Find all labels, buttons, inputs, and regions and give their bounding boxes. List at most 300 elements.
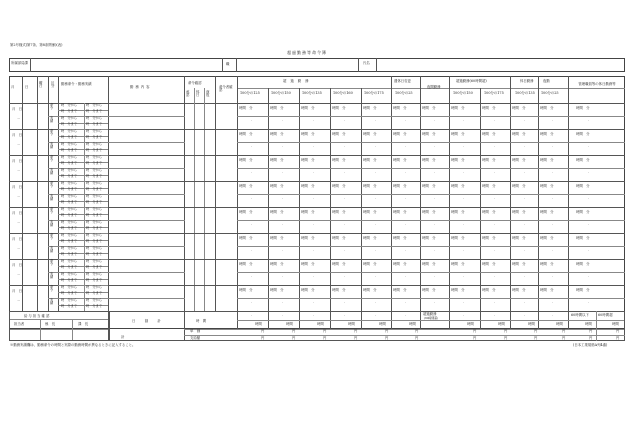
dot-cell: . bbox=[552, 196, 554, 200]
dot-cell: . bbox=[588, 300, 590, 304]
time-range: 時 分まで bbox=[86, 199, 102, 204]
time-range: 時 分まで bbox=[86, 225, 102, 230]
paper-size: (日本工業規格A列4番) bbox=[573, 343, 608, 347]
footer-dot: . bbox=[405, 313, 407, 317]
dash-cell: － bbox=[17, 117, 21, 121]
dash-cell: － bbox=[17, 169, 21, 173]
col-holiday: 休日 bbox=[196, 90, 200, 98]
time-range: 時 分から bbox=[86, 167, 102, 172]
hm-cell: 時間 分 bbox=[332, 210, 346, 214]
time-range: 時 分から bbox=[61, 141, 77, 146]
footer-dot: . bbox=[344, 313, 346, 317]
col-rate-135b: 100分の135 bbox=[515, 91, 535, 95]
time-range: 時 分から bbox=[61, 259, 77, 263]
time-range: 時 分まで bbox=[86, 213, 102, 218]
hm-cell: 時間 分 bbox=[393, 262, 407, 266]
order-label: 命令 bbox=[50, 233, 54, 241]
row-mid-divider bbox=[237, 116, 625, 117]
time-range: 時 分から bbox=[61, 181, 77, 185]
footer-hours: 時間 bbox=[612, 322, 619, 326]
hm-cell: 時間 分 bbox=[451, 210, 465, 214]
hm-cell: 時間 分 bbox=[512, 262, 526, 266]
time-range: 時 分から bbox=[86, 193, 102, 198]
hm-cell: 時間 分 bbox=[301, 106, 315, 110]
col-night-allowance: 夜勤 bbox=[543, 79, 550, 83]
hm-cell: 時間 分 bbox=[270, 288, 284, 292]
footer-dot: . bbox=[375, 313, 377, 317]
footer-yen: 円 bbox=[562, 329, 566, 333]
dot-cell: . bbox=[282, 248, 284, 252]
time-range: 時 分まで bbox=[61, 121, 77, 126]
time-range: 時 分まで bbox=[86, 121, 102, 126]
hm-cell: 時間 分 bbox=[239, 288, 253, 292]
month-day-cell: 月 日 bbox=[12, 211, 23, 215]
sum-label: 計 bbox=[121, 335, 125, 339]
hours-label: 時 間 bbox=[196, 319, 207, 323]
footer-yen: 円 bbox=[292, 329, 296, 333]
footer-yen: 円 bbox=[415, 336, 419, 340]
month-day-cell: 月 日 bbox=[12, 289, 23, 293]
dash-cell: － bbox=[17, 143, 21, 147]
hm-cell: 時間 分 bbox=[239, 158, 253, 162]
hm-cell: 時間 分 bbox=[576, 262, 590, 266]
hm-cell: 時間 分 bbox=[422, 106, 436, 110]
hm-cell: 時間 分 bbox=[332, 288, 346, 292]
dot-cell: . bbox=[552, 144, 554, 148]
dot-cell: . bbox=[344, 118, 346, 122]
form-id: 第2号様式(第7条、第8条関係)(表) bbox=[10, 43, 63, 47]
actual-label: 実績 bbox=[50, 298, 54, 306]
dot-cell: . bbox=[375, 144, 377, 148]
footer-yen: 円 bbox=[354, 329, 358, 333]
row-mid-divider bbox=[237, 246, 625, 247]
dot-cell: . bbox=[313, 248, 315, 252]
col-month: 月 bbox=[11, 85, 15, 89]
dot-cell: . bbox=[344, 196, 346, 200]
dot-cell: . bbox=[434, 170, 436, 174]
dot-cell: . bbox=[282, 144, 284, 148]
hm-cell: 時間 分 bbox=[482, 236, 496, 240]
hm-cell: 時間 分 bbox=[332, 262, 346, 266]
dot-cell: . bbox=[344, 222, 346, 226]
col-rate-25b: 100分の25 bbox=[541, 91, 559, 95]
footer-hours: 時間 bbox=[556, 322, 563, 326]
hm-cell: 時間 分 bbox=[422, 262, 436, 266]
order-label: 命令 bbox=[50, 129, 54, 137]
dot-cell: . bbox=[463, 222, 465, 226]
footer-dot: . bbox=[463, 313, 465, 317]
dot-cell: . bbox=[313, 170, 315, 174]
section-chief-label: 課 長 bbox=[78, 322, 89, 326]
hm-cell: 時間 分 bbox=[512, 106, 526, 110]
dot-cell: . bbox=[344, 300, 346, 304]
time-range: 時 分から bbox=[61, 245, 77, 250]
hm-cell: 時間 分 bbox=[451, 184, 465, 188]
month-day-cell: 月 日 bbox=[12, 237, 23, 241]
time-range: 時 分から bbox=[86, 259, 102, 263]
time-range: 時 分まで bbox=[61, 225, 77, 230]
hm-cell: 時間 分 bbox=[270, 132, 284, 136]
dot-cell: . bbox=[405, 118, 407, 122]
footer-yen: 円 bbox=[385, 336, 389, 340]
dash-cell: － bbox=[17, 299, 21, 303]
hm-cell: 時間 分 bbox=[451, 132, 465, 136]
dash-cell: － bbox=[17, 273, 21, 277]
hm-cell: 時間 分 bbox=[540, 132, 554, 136]
hm-cell: 時間 分 bbox=[301, 184, 315, 188]
time-range: 時 分から bbox=[61, 167, 77, 172]
time-range: 時 分まで bbox=[86, 303, 102, 308]
footer-hours: 時間 bbox=[255, 322, 262, 326]
dot-cell: . bbox=[313, 118, 315, 122]
payroll-confirm-label: 給与担当確認 bbox=[24, 314, 51, 318]
dot-cell: . bbox=[282, 118, 284, 122]
hm-cell: 時間 分 bbox=[363, 288, 377, 292]
time-range: 時 分まで bbox=[61, 135, 77, 140]
hm-cell: 時間 分 bbox=[301, 132, 315, 136]
dot-cell: . bbox=[524, 274, 526, 278]
col-weekday: 曜日 bbox=[39, 81, 43, 89]
time-range: 時 分まで bbox=[86, 135, 102, 140]
hm-cell: 時間 分 bbox=[239, 132, 253, 136]
hm-cell: 時間 分 bbox=[451, 158, 465, 162]
col-approval: 承認 bbox=[186, 90, 190, 98]
footer-yen: 円 bbox=[261, 329, 265, 333]
dot-cell: . bbox=[524, 300, 526, 304]
dot-cell: . bbox=[313, 196, 315, 200]
dot-cell: . bbox=[552, 300, 554, 304]
order-label: 命令 bbox=[50, 285, 54, 293]
time-range: 時 分から bbox=[61, 103, 77, 107]
time-range: 時 分まで bbox=[86, 161, 102, 166]
hm-cell: 時間 分 bbox=[270, 106, 284, 110]
hm-cell: 時間 分 bbox=[540, 106, 554, 110]
dot-cell: . bbox=[463, 196, 465, 200]
hm-cell: 時間 分 bbox=[363, 236, 377, 240]
row-mid-divider bbox=[237, 194, 625, 195]
time-range: 時 分から bbox=[86, 219, 102, 224]
hm-cell: 時間 分 bbox=[332, 106, 346, 110]
dot-cell: . bbox=[434, 144, 436, 148]
dot-cell: . bbox=[375, 300, 377, 304]
dot-cell: . bbox=[282, 196, 284, 200]
position-label: 職 bbox=[226, 62, 230, 66]
dot-cell: . bbox=[463, 248, 465, 252]
hm-cell: 時間 分 bbox=[422, 158, 436, 162]
footer-dot: . bbox=[282, 313, 284, 317]
hm-cell: 時間 分 bbox=[540, 236, 554, 240]
hm-cell: 時間 分 bbox=[239, 236, 253, 240]
hm-cell: 時間 分 bbox=[393, 158, 407, 162]
dot-cell: . bbox=[434, 248, 436, 252]
footer-yen: 円 bbox=[504, 336, 508, 340]
name-label: 氏名 bbox=[363, 61, 370, 65]
ot-note-top: 超過勤務 bbox=[423, 312, 437, 316]
footer-dot: . bbox=[524, 313, 526, 317]
time-range: 時 分まで bbox=[86, 251, 102, 256]
time-range: 時 分まで bbox=[61, 265, 77, 270]
col-rate-150: 100分の150 bbox=[271, 91, 291, 95]
hm-cell: 時間 分 bbox=[301, 210, 315, 214]
dot-cell: . bbox=[524, 222, 526, 226]
actual-label: 実績 bbox=[50, 168, 54, 176]
dot-cell: . bbox=[524, 144, 526, 148]
hm-cell: 時間 分 bbox=[270, 236, 284, 240]
hm-cell: 時間 分 bbox=[540, 262, 554, 266]
footer-dot: . bbox=[494, 313, 496, 317]
footer-hours: 時間 bbox=[317, 322, 324, 326]
dot-cell: . bbox=[463, 274, 465, 278]
footer-yen: 円 bbox=[473, 336, 477, 340]
footer-yen: 円 bbox=[504, 329, 508, 333]
hm-cell: 時間 分 bbox=[270, 210, 284, 214]
hm-cell: 時間 分 bbox=[363, 210, 377, 214]
actual-label: 実績 bbox=[50, 220, 54, 228]
row-mid-divider bbox=[237, 220, 625, 221]
time-range: 時 分から bbox=[61, 129, 77, 133]
hm-cell: 時間 分 bbox=[393, 132, 407, 136]
hm-cell: 時間 分 bbox=[270, 262, 284, 266]
dash-cell: － bbox=[17, 247, 21, 251]
dot-cell: . bbox=[405, 300, 407, 304]
hm-cell: 時間 分 bbox=[540, 158, 554, 162]
dot-cell: . bbox=[405, 274, 407, 278]
hm-cell: 時間 分 bbox=[301, 262, 315, 266]
footer-yen: 円 bbox=[415, 329, 419, 333]
row-mid-divider bbox=[237, 168, 625, 169]
order-label: 命令 bbox=[50, 155, 54, 163]
col-manager-check: 管理職員等の休日勤務等 bbox=[578, 82, 616, 86]
hm-cell: 時間 分 bbox=[451, 262, 465, 266]
hm-cell: 時間 分 bbox=[451, 236, 465, 240]
time-range: 時 分まで bbox=[61, 251, 77, 256]
hm-cell: 時間 分 bbox=[576, 106, 590, 110]
dot-cell: . bbox=[344, 274, 346, 278]
form-title: 超過勤務等命令簿 bbox=[287, 50, 327, 55]
footer-yen: 円 bbox=[292, 336, 296, 340]
month-day-cell: 月 日 bbox=[12, 133, 23, 137]
chief-label: 係 長 bbox=[45, 322, 56, 326]
dot-cell: . bbox=[494, 222, 496, 226]
dot-cell: . bbox=[313, 222, 315, 226]
time-range: 時 分まで bbox=[61, 161, 77, 166]
month-day-cell: 月 日 bbox=[12, 159, 23, 163]
dot-cell: . bbox=[282, 274, 284, 278]
month-day-cell: 月 日 bbox=[12, 263, 23, 267]
dot-cell: . bbox=[552, 274, 554, 278]
dot-cell: . bbox=[251, 274, 253, 278]
time-range: 時 分まで bbox=[61, 173, 77, 178]
hm-cell: 時間 分 bbox=[301, 158, 315, 162]
dot-cell: . bbox=[463, 118, 465, 122]
col-rate-135: 100分の135 bbox=[302, 91, 322, 95]
dot-cell: . bbox=[434, 196, 436, 200]
col-work-content: 勤務内容 bbox=[130, 85, 152, 89]
dot-cell: . bbox=[251, 118, 253, 122]
hm-cell: 時間 分 bbox=[482, 288, 496, 292]
col-rate-25: 100分の25 bbox=[395, 91, 413, 95]
footer-yen: 円 bbox=[616, 336, 620, 340]
time-range: 時 分から bbox=[86, 233, 102, 237]
hm-cell: 時間 分 bbox=[451, 106, 465, 110]
dash-cell: － bbox=[17, 221, 21, 225]
col-order-type: 区分 bbox=[51, 81, 55, 89]
dot-cell: . bbox=[494, 118, 496, 122]
dot-cell: . bbox=[282, 222, 284, 226]
hm-cell: 時間 分 bbox=[393, 184, 407, 188]
dot-cell: . bbox=[524, 170, 526, 174]
footer-hours: 時間 bbox=[379, 322, 386, 326]
time-range: 時 分まで bbox=[61, 213, 77, 218]
time-range: 時 分まで bbox=[86, 265, 102, 270]
dot-cell: . bbox=[494, 248, 496, 252]
hm-cell: 時間 分 bbox=[363, 158, 377, 162]
hm-cell: 時間 分 bbox=[270, 184, 284, 188]
footer-yen: 円 bbox=[534, 336, 538, 340]
hm-cell: 時間 分 bbox=[393, 210, 407, 214]
time-range: 時 分まで bbox=[61, 303, 77, 308]
hm-cell: 時間 分 bbox=[393, 106, 407, 110]
unit-price-label: 単 価 bbox=[190, 329, 201, 333]
hm-cell: 時間 分 bbox=[363, 184, 377, 188]
hm-cell: 時間 分 bbox=[332, 132, 346, 136]
col-over60-group: 超過勤務(60時間超) bbox=[456, 79, 487, 83]
hm-cell: 時間 分 bbox=[239, 210, 253, 214]
dot-cell: . bbox=[588, 248, 590, 252]
row-mid-divider bbox=[237, 298, 625, 299]
hm-cell: 時間 分 bbox=[393, 288, 407, 292]
time-range: 時 分から bbox=[86, 103, 102, 107]
footer-yen: 円 bbox=[323, 336, 327, 340]
dot-cell: . bbox=[405, 222, 407, 226]
hm-cell: 時間 分 bbox=[482, 262, 496, 266]
dot-cell: . bbox=[494, 274, 496, 278]
hm-cell: 時間 分 bbox=[512, 158, 526, 162]
time-range: 時 分から bbox=[61, 115, 77, 120]
footer-hours: 時間 bbox=[409, 322, 416, 326]
col-rate-175b: 100分の175 bbox=[484, 91, 504, 95]
col-order-confirm: 命令確認 bbox=[188, 81, 202, 85]
hm-cell: 時間 分 bbox=[332, 158, 346, 162]
hm-cell: 時間 分 bbox=[363, 132, 377, 136]
hm-cell: 時間 分 bbox=[512, 184, 526, 188]
actual-label: 実績 bbox=[50, 116, 54, 124]
dot-cell: . bbox=[552, 118, 554, 122]
footer-yen: 円 bbox=[354, 336, 358, 340]
hm-cell: 時間 分 bbox=[576, 184, 590, 188]
time-range: 時 分から bbox=[86, 207, 102, 211]
time-range: 時 分まで bbox=[61, 109, 77, 114]
col-rate-175: 100分の175 bbox=[364, 91, 384, 95]
right-60: 60時間超 bbox=[598, 313, 613, 317]
time-range: 時 分まで bbox=[86, 147, 102, 152]
dot-cell: . bbox=[405, 248, 407, 252]
time-range: 時 分まで bbox=[86, 291, 102, 296]
dot-cell: . bbox=[494, 300, 496, 304]
hm-cell: 時間 分 bbox=[482, 132, 496, 136]
time-range: 時 分まで bbox=[86, 109, 102, 114]
hm-cell: 時間 分 bbox=[422, 184, 436, 188]
footer-yen: 円 bbox=[589, 329, 593, 333]
dot-cell: . bbox=[375, 170, 377, 174]
time-range: 時 分から bbox=[86, 297, 102, 302]
footer-hours: 時間 bbox=[286, 322, 293, 326]
col-day: 日 bbox=[25, 85, 29, 89]
dot-cell: . bbox=[375, 118, 377, 122]
col-rate-125: 100分の125 bbox=[240, 91, 260, 95]
dot-cell: . bbox=[282, 300, 284, 304]
dot-cell: . bbox=[375, 196, 377, 200]
time-range: 時 分から bbox=[86, 245, 102, 250]
time-range: 時 分まで bbox=[61, 291, 77, 296]
time-range: 時 分から bbox=[61, 285, 77, 289]
hm-cell: 時間 分 bbox=[332, 184, 346, 188]
actual-label: 実績 bbox=[50, 272, 54, 280]
hm-cell: 時間 分 bbox=[482, 106, 496, 110]
time-range: 時 分まで bbox=[86, 277, 102, 282]
dot-cell: . bbox=[552, 248, 554, 252]
dot-cell: . bbox=[434, 300, 436, 304]
dot-cell: . bbox=[494, 170, 496, 174]
dot-cell: . bbox=[375, 248, 377, 252]
col-night: 深夜 bbox=[206, 90, 210, 98]
dot-cell: . bbox=[344, 248, 346, 252]
time-range: 時 分から bbox=[86, 129, 102, 133]
hm-cell: 時間 分 bbox=[422, 210, 436, 214]
hm-cell: 時間 分 bbox=[540, 210, 554, 214]
hm-cell: 時間 分 bbox=[576, 236, 590, 240]
dot-cell: . bbox=[251, 248, 253, 252]
dot-cell: . bbox=[524, 118, 526, 122]
hm-cell: 時間 分 bbox=[422, 236, 436, 240]
hm-cell: 時間 分 bbox=[301, 288, 315, 292]
dot-cell: . bbox=[344, 170, 346, 174]
dot-cell: . bbox=[282, 170, 284, 174]
hm-cell: 時間 分 bbox=[540, 184, 554, 188]
footer-dot: . bbox=[251, 313, 253, 317]
time-range: 時 分まで bbox=[86, 173, 102, 178]
dot-cell: . bbox=[405, 144, 407, 148]
time-range: 時 分まで bbox=[86, 187, 102, 192]
footer-yen: 円 bbox=[616, 329, 620, 333]
month-day-cell: 月 日 bbox=[12, 185, 23, 189]
time-range: 時 分から bbox=[86, 285, 102, 289]
time-range: 時 分まで bbox=[86, 239, 102, 244]
order-label: 命令 bbox=[50, 207, 54, 215]
dot-cell: . bbox=[251, 196, 253, 200]
hm-cell: 時間 分 bbox=[482, 158, 496, 162]
time-range: 時 分から bbox=[61, 271, 77, 276]
dot-cell: . bbox=[463, 170, 465, 174]
hm-cell: 時間 分 bbox=[363, 106, 377, 110]
dot-cell: . bbox=[251, 144, 253, 148]
dot-cell: . bbox=[588, 274, 590, 278]
dot-cell: . bbox=[494, 196, 496, 200]
actual-label: 実績 bbox=[50, 246, 54, 254]
hm-cell: 時間 分 bbox=[512, 288, 526, 292]
col-order-time: 勤務命令・勤務実績 bbox=[61, 82, 92, 86]
dot-cell: . bbox=[434, 118, 436, 122]
dot-cell: . bbox=[588, 196, 590, 200]
dot-cell: . bbox=[434, 274, 436, 278]
footer-yen: 円 bbox=[589, 336, 593, 340]
time-range: 時 分まで bbox=[61, 239, 77, 244]
footer-dot: . bbox=[552, 313, 554, 317]
dot-cell: . bbox=[313, 274, 315, 278]
dot-cell: . bbox=[463, 300, 465, 304]
dot-cell: . bbox=[251, 170, 253, 174]
hm-cell: 時間 分 bbox=[239, 184, 253, 188]
